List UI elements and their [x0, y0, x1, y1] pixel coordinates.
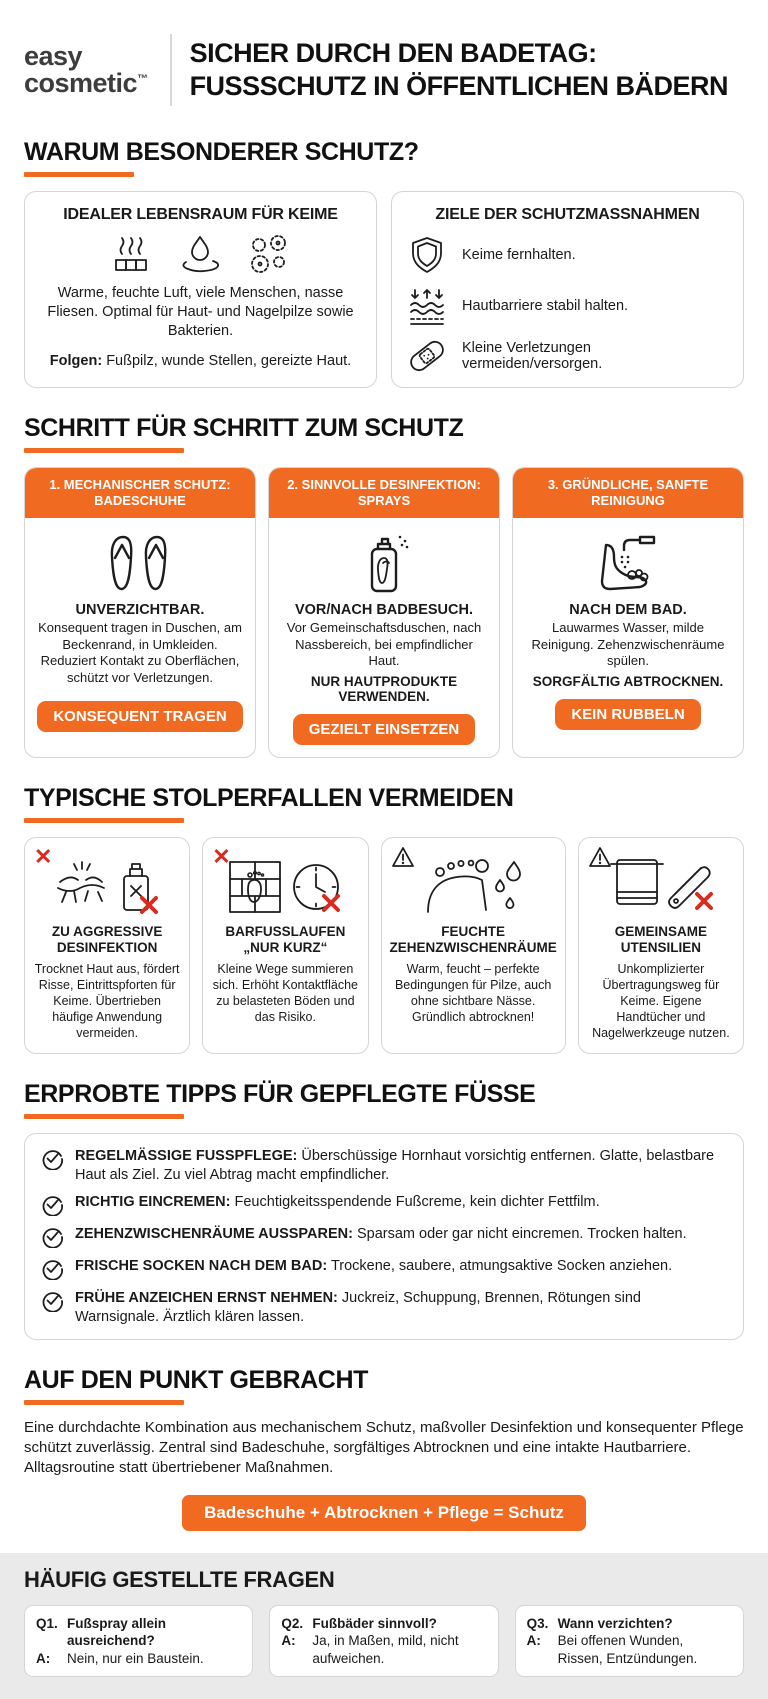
section-heading-summary: AUF DEN PUNKT GEBRACHT — [24, 1366, 368, 1395]
faq-item-3 — [515, 1605, 744, 1678]
pitfall-text: Unkomplizierter Übertragungsweg für Keime. Eigene Handtücher und Nagelwerkzeuge nutzen. — [592, 962, 730, 1041]
step-card-body — [269, 518, 499, 757]
tip-text: ZEHENZWISCHENRÄUME AUSSPAREN: Sparsam oder gar nicht eincremen. Trocken halten. — [75, 1226, 687, 1243]
tip-item — [41, 1289, 727, 1326]
faq-answer: A: Ja, in Maßen, mild, nicht aufweichen. — [281, 1633, 459, 1666]
tip-text: REGELMÄSSIGE FUSSPFLEGE: Überschüssige Hornhaut vorsichtig entfernen. Glatte, belastbare Haut als Ziel. Zu viel Abtrag macht empfindlicher. — [75, 1148, 715, 1183]
steam-tiles-icon — [112, 234, 154, 276]
spray-can-icon — [352, 532, 416, 596]
tip-text: FRISCHE SOCKEN NACH DEM BAD: Trockene, saubere, atmungsaktive Socken anziehen. — [75, 1258, 673, 1275]
goals-title: ZIELE DER SCHUTZMASSNAHMEN — [435, 206, 700, 223]
heading-underline — [24, 1114, 184, 1119]
step-text: Konsequent tragen in Duschen, am Beckenrand, in Umkleiden. Reduziert Kontakt zu Oberflächen, schützt vor Verletzungen. — [38, 620, 242, 685]
summary-text: Eine durchdachte Kombination aus mechanischem Schutz, maßvoller Desinfektion und konsequenter Pflege schützt zuverlässig. Zentral sind Badeschuhe, sorgfältiges Abtrocknen und eine intakte Hautbarriere. Alltagsroutine statt übertriebener Maßnahmen. — [24, 1419, 744, 1477]
pitfall-text: Warm, feucht – perfekte Bedingungen für Pilze, auch ohne sichtbare Nässe. Gründlich abtrocknen! — [394, 962, 552, 1025]
why-row — [24, 191, 744, 388]
brand-logo — [24, 43, 148, 97]
pitfall-card-disinfection — [24, 837, 190, 1054]
page-title-line1: SICHER DURCH DEN BADETAG: — [189, 38, 597, 69]
foot-wash-icon — [592, 532, 664, 596]
faq-question: Q1. Fußspray allein ausreichend? — [36, 1615, 167, 1649]
step-card-sprays — [268, 467, 500, 758]
pitfall-text: Kleine Wege summieren sich. Erhöht Kontaktfläche zu belasteten Böden und das Risiko. — [212, 962, 358, 1025]
heading-underline — [24, 1400, 184, 1405]
step-card-body — [513, 518, 743, 757]
faq-answer: A: Nein, nur ein Baustein. — [36, 1650, 204, 1666]
goal-text: Kleine Verletzungen vermeiden/versorgen. — [462, 340, 603, 372]
goal-text: Hautbarriere stabil halten. — [462, 298, 629, 314]
red-x-icon: ✕ — [34, 843, 53, 869]
heading-underline — [24, 172, 134, 177]
pitfalls-row — [24, 837, 744, 1054]
faq-question: Q3. Wann verzichten? — [526, 1615, 673, 1631]
step-text: Vor Gemeinschaftsduschen, nach Nassbereich, bei empfindlicher Haut. — [286, 620, 482, 669]
logo-line1: easy — [24, 41, 83, 71]
step-card-cleaning — [512, 467, 744, 758]
goal-item — [406, 337, 729, 375]
tip-label: FRÜHE ANZEICHEN ERNST NEHMEN: — [75, 1290, 338, 1307]
faq-item-1 — [24, 1605, 253, 1678]
header — [0, 0, 768, 112]
habitat-icons — [39, 234, 362, 276]
faq-section — [0, 1553, 768, 1699]
tip-item — [41, 1225, 727, 1248]
goal-item — [406, 286, 729, 326]
tip-text: FRÜHE ANZEICHEN ERNST NEHMEN: Juckreiz, Schuppung, Brennen, Rötungen sind Warnsignale. Ärztlich klären lassen. — [75, 1290, 641, 1325]
heading-underline — [24, 818, 184, 823]
habitat-card — [24, 191, 377, 388]
water-drop-icon — [176, 234, 224, 276]
bandaid-icon — [406, 337, 448, 375]
heading-underline — [24, 448, 184, 453]
faq-question: Q2. Fußbäder sinnvoll? — [281, 1615, 437, 1631]
pitfall-title: ZU AGGRESSIVE DESINFEKTION — [51, 923, 163, 956]
header-divider — [170, 34, 172, 106]
summary-badge: Badeschuhe + Abtrocknen + Pflege = Schutz — [182, 1495, 586, 1531]
check-circle-icon — [41, 1258, 63, 1280]
steps-row — [24, 467, 744, 758]
pitfall-card-wet-toes — [381, 837, 566, 1054]
step-lead: VOR/NACH BADBESUCH. — [294, 602, 474, 618]
goals-card — [391, 191, 744, 388]
page-title-line2: FUSSSCHUTZ IN ÖFFENTLICHEN BÄDERN — [189, 71, 729, 101]
check-circle-icon — [41, 1226, 63, 1248]
summary-badge-wrap — [24, 1495, 744, 1531]
step-badge: KEIN RUBBELN — [555, 699, 700, 730]
habitat-text: Warme, feuchte Luft, viele Menschen, nasse Fliesen. Optimal für Haut- und Nagelpilze sowie Bakterien. — [47, 285, 354, 339]
habitat-title: IDEALER LEBENSRAUM FÜR KEIME — [63, 206, 338, 223]
section-heading-steps: SCHRITT FÜR SCHRITT ZUM SCHUTZ — [24, 414, 464, 442]
warning-triangle-icon — [391, 846, 415, 868]
tip-label: ZEHENZWISCHENRÄUME AUSSPAREN: — [75, 1226, 353, 1243]
tip-label: REGELMÄSSIGE FUSSPFLEGE: — [75, 1148, 298, 1165]
red-x-icon: ✕ — [212, 843, 231, 869]
section-heading-tips: ERPROBTE TIPPS FÜR GEPFLEGTE FÜSSE — [24, 1080, 536, 1109]
step-card-header: 1. MECHANISCHER SCHUTZ: BADESCHUHE — [25, 468, 255, 518]
faq-answer: A: Bei offenen Wunden, Rissen, Entzündungen. — [526, 1633, 698, 1666]
step-card-body — [25, 518, 255, 757]
pitfall-text: Trocknet Haut aus, fördert Risse, Eintrittspforten für Keime. Übertrieben häufige Anwendung vermeiden. — [34, 962, 180, 1041]
step-card-header: 2. SINNVOLLE DESINFEKTION: SPRAYS — [269, 468, 499, 518]
tips-box — [24, 1133, 744, 1340]
tip-item — [41, 1257, 727, 1280]
shield-icon — [406, 235, 448, 275]
tip-label: FRISCHE SOCKEN NACH DEM BAD: — [75, 1258, 328, 1275]
logo-line2: cosmetic™ — [24, 68, 148, 98]
pitfall-card-barefoot — [202, 837, 368, 1054]
page-title — [190, 37, 729, 103]
barefoot-tiles-clock-icon — [211, 850, 359, 916]
goal-item — [406, 235, 729, 275]
step-badge: KONSEQUENT TRAGEN — [37, 701, 242, 732]
pitfall-title: GEMEINSAME UTENSILIEN — [614, 923, 707, 956]
tip-label: RICHTIG EINCREMEN: — [75, 1194, 231, 1211]
tip-item — [41, 1147, 727, 1184]
faq-row — [24, 1605, 744, 1678]
faq-heading: HÄUFIG GESTELLTE FRAGEN — [24, 1566, 335, 1592]
step-text: Lauwarmes Wasser, milde Reinigung. Zehenzwischenräume spülen. — [531, 620, 725, 669]
check-circle-icon — [41, 1148, 63, 1170]
check-circle-icon — [41, 1194, 63, 1216]
faq-item-2 — [269, 1605, 498, 1678]
check-circle-icon — [41, 1290, 63, 1312]
tip-text: RICHTIG EINCREMEN: Feuchtigkeitsspendende Fußcreme, kein dichter Fettfilm. — [75, 1194, 600, 1211]
step-card-header: 3. GRÜNDLICHE, SANFTE REINIGUNG — [513, 468, 743, 518]
habitat-consequences — [39, 353, 362, 369]
flip-flops-icon — [104, 532, 176, 596]
cracked-skin-bottle-icon — [33, 850, 181, 916]
pitfall-title: BARFUSSLAUFEN „NUR KURZ“ — [225, 923, 346, 956]
pitfall-card-shared-utensils — [578, 837, 744, 1054]
wet-toes-icon — [390, 850, 557, 916]
folgen-text: Fußpilz, wunde Stellen, gereizte Haut. — [106, 352, 352, 369]
step-emph: NUR HAUTPRODUKTE VERWENDEN. — [310, 673, 458, 704]
step-lead: UNVERZICHTBAR. — [75, 602, 205, 618]
step-badge: GEZIELT EINSETZEN — [293, 714, 476, 745]
step-emph: SORGFÄLTIG ABTROCKNEN. — [532, 673, 724, 689]
section-heading-pitfalls: TYPISCHE STOLPERFALLEN VERMEIDEN — [24, 783, 514, 812]
section-heading-why: WARUM BESONDERER SCHUTZ? — [24, 138, 419, 166]
trademark-symbol: ™ — [137, 73, 148, 85]
folgen-label: Folgen: — [49, 352, 103, 369]
warning-triangle-icon — [588, 846, 612, 868]
germs-icon — [246, 234, 290, 276]
tip-item — [41, 1193, 727, 1216]
step-lead: NACH DEM BAD. — [569, 602, 687, 618]
goal-text: Keime fernhalten. — [462, 247, 576, 263]
skin-barrier-icon — [406, 286, 448, 326]
step-card-shoes — [24, 467, 256, 758]
pitfall-title: FEUCHTE ZEHENZWISCHENRÄUME — [389, 923, 557, 956]
